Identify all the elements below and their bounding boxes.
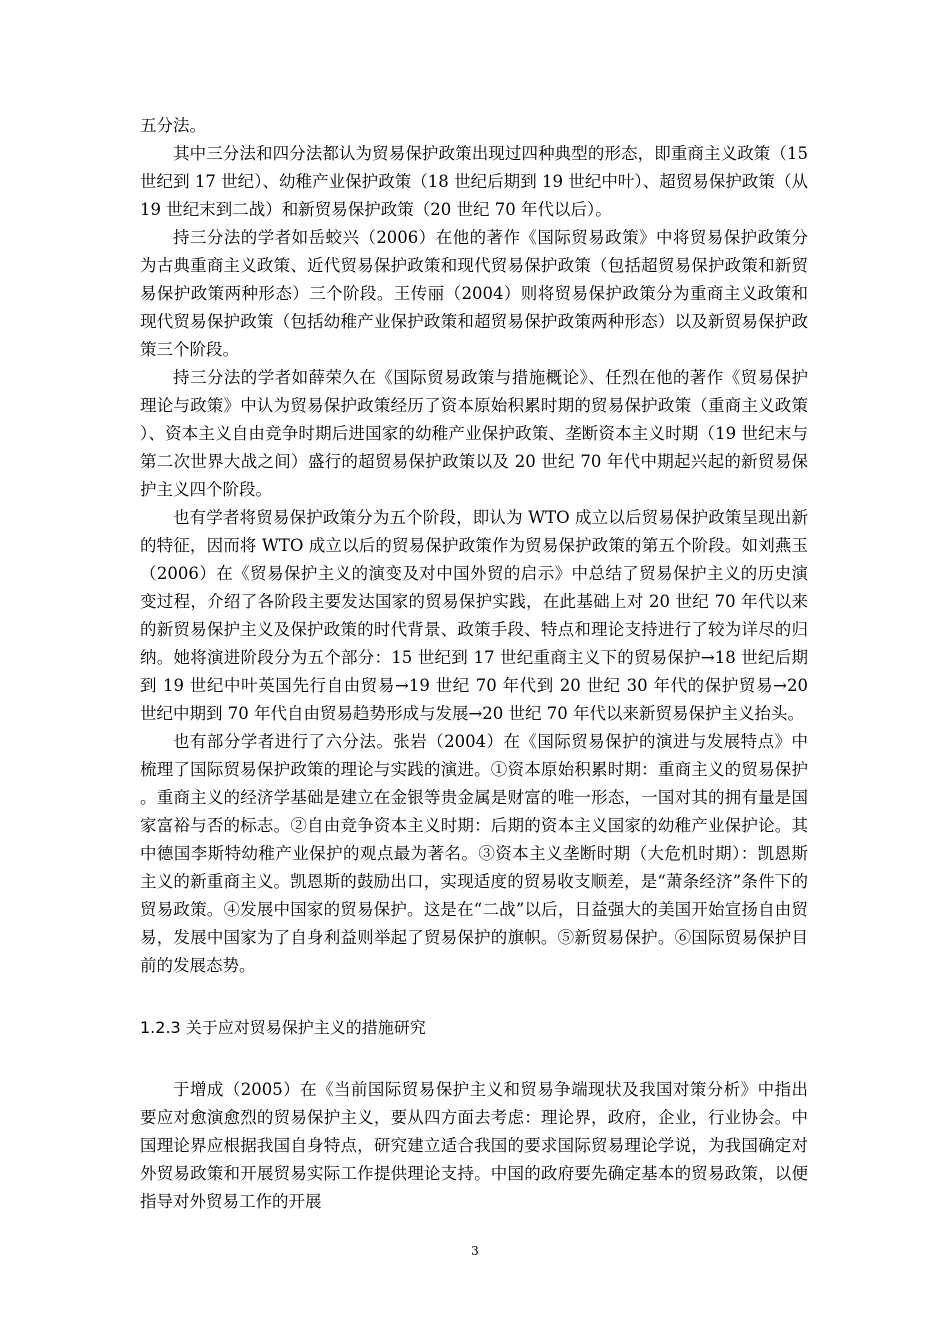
page-number: 3 <box>471 1244 479 1258</box>
paragraph-three-stage-yue: 持三分法的学者如岳蛟兴（2006）在他的著作《国际贸易政策》中将贸易保护政策分为古典重商主义政策、近代贸易保护政策和现代贸易保护政策（包括超贸易保护政策和新贸易保护政策两种形态）三个阶段。王传丽（2004）则将贸易保护政策分为重商主义政策和现代贸易保护政策（包括幼稚产业保护政策和超贸易保护政策两种形态）以及新贸易保护政策三个阶段。 <box>140 228 808 359</box>
paragraph-continuation: 五分法。 <box>140 116 206 135</box>
paragraph-six-stage: 也有部分学者进行了六分法。张岩（2004）在《国际贸易保护的演进与发展特点》中梳理了国际贸易保护政策的理论与实践的演进。①资本原始积累时期：重商主义的贸易保护。重商主义的经济学基础是建立在金银等贵金属是财富的唯一形态，一国对其的拥有量是国家富裕与否的标志。②自由竞争资本主义时期：后期的资本主义国家的幼稚产业保护论。其中德国李斯特幼稚产业保护的观点最为著名。③资本主义垄断时期（大危机时期）：凯恩斯主义的新重商主义。凯恩斯的鼓励出口，实现适度的贸易收支顺差，是“萧条经济”条件下的贸易政策。④发展中国家的贸易保护。这是在“二战”以后，日益强大的美国开始宣扬自由贸易，发展中国家为了自身利益则举起了贸易保护的旗帜。⑤新贸易保护。⑥国际贸易保护目前的发展态势。 <box>140 732 808 975</box>
section-heading: 1.2.3 关于应对贸易保护主义的措施研究 <box>140 1018 426 1037</box>
document-body <box>140 112 808 1216</box>
paragraph-countermeasures: 于增成（2005）在《当前国际贸易保护主义和贸易争端现状及我国对策分析》中指出要应对愈演愈烈的贸易保护主义，要从四方面去考虑：理论界，政府，企业，行业协会。中国理论界应根据我国自身特点，研究建立适合我国的要求国际贸易理论学说，为我国确定对外贸易政策和开展贸易实际工作提供理论支持。中国的政府要先确定基本的贸易政策，以便指导对外贸易工作的开展 <box>140 1080 808 1211</box>
paragraph-three-stage-xue: 持三分法的学者如薛荣久在《国际贸易政策与措施概论》、任烈在他的著作《贸易保护理论与政策》中认为贸易保护政策经历了资本原始积累时期的贸易保护政策（重商主义政策）、资本主义自由竞争时期后进国家的幼稚产业保护政策、垄断资本主义时期（19 世纪末与第二次世界大战之间）盛行的超贸易保护政策以及 20 世纪 70 年代中期起兴起的新贸易保护主义四个阶段。 <box>140 368 808 499</box>
paragraph-four-forms: 其中三分法和四分法都认为贸易保护政策出现过四种典型的形态，即重商主义政策（15 世纪到 17 世纪）、幼稚产业保护政策（18 世纪后期到 19 世纪中叶）、超贸易保护政策（从 19 世纪末到二战）和新贸易保护政策（20 世纪 70 年代以后）。 <box>140 144 808 219</box>
paragraph-five-stage: 也有学者将贸易保护政策分为五个阶段，即认为 WTO 成立以后贸易保护政策呈现出新的特征，因而将 WTO 成立以后的贸易保护政策作为贸易保护政策的第五个阶段。如刘燕玉（2006）在《贸易保护主义的演变及对中国外贸的启示》中总结了贸易保护主义的历史演变过程，介绍了各阶段主要发达国家的贸易保护实践，在此基础上对 20 世纪 70 年代以来的新贸易保护主义及保护政策的时代背景、政策手段、特点和理论支持进行了较为详尽的归纳。她将演进阶段分为五个部分：15 世纪到 17 世纪重商主义下的贸易保护→18 世纪后期到 19 世纪中叶英国先行自由贸易→19 世纪 70 年代到 20 世纪 30 年代的保护贸易→20 世纪中期到 70 年代自由贸易趋势形成与发展→20 世纪 70 年代以来新贸易保护主义抬头。 <box>140 508 808 723</box>
